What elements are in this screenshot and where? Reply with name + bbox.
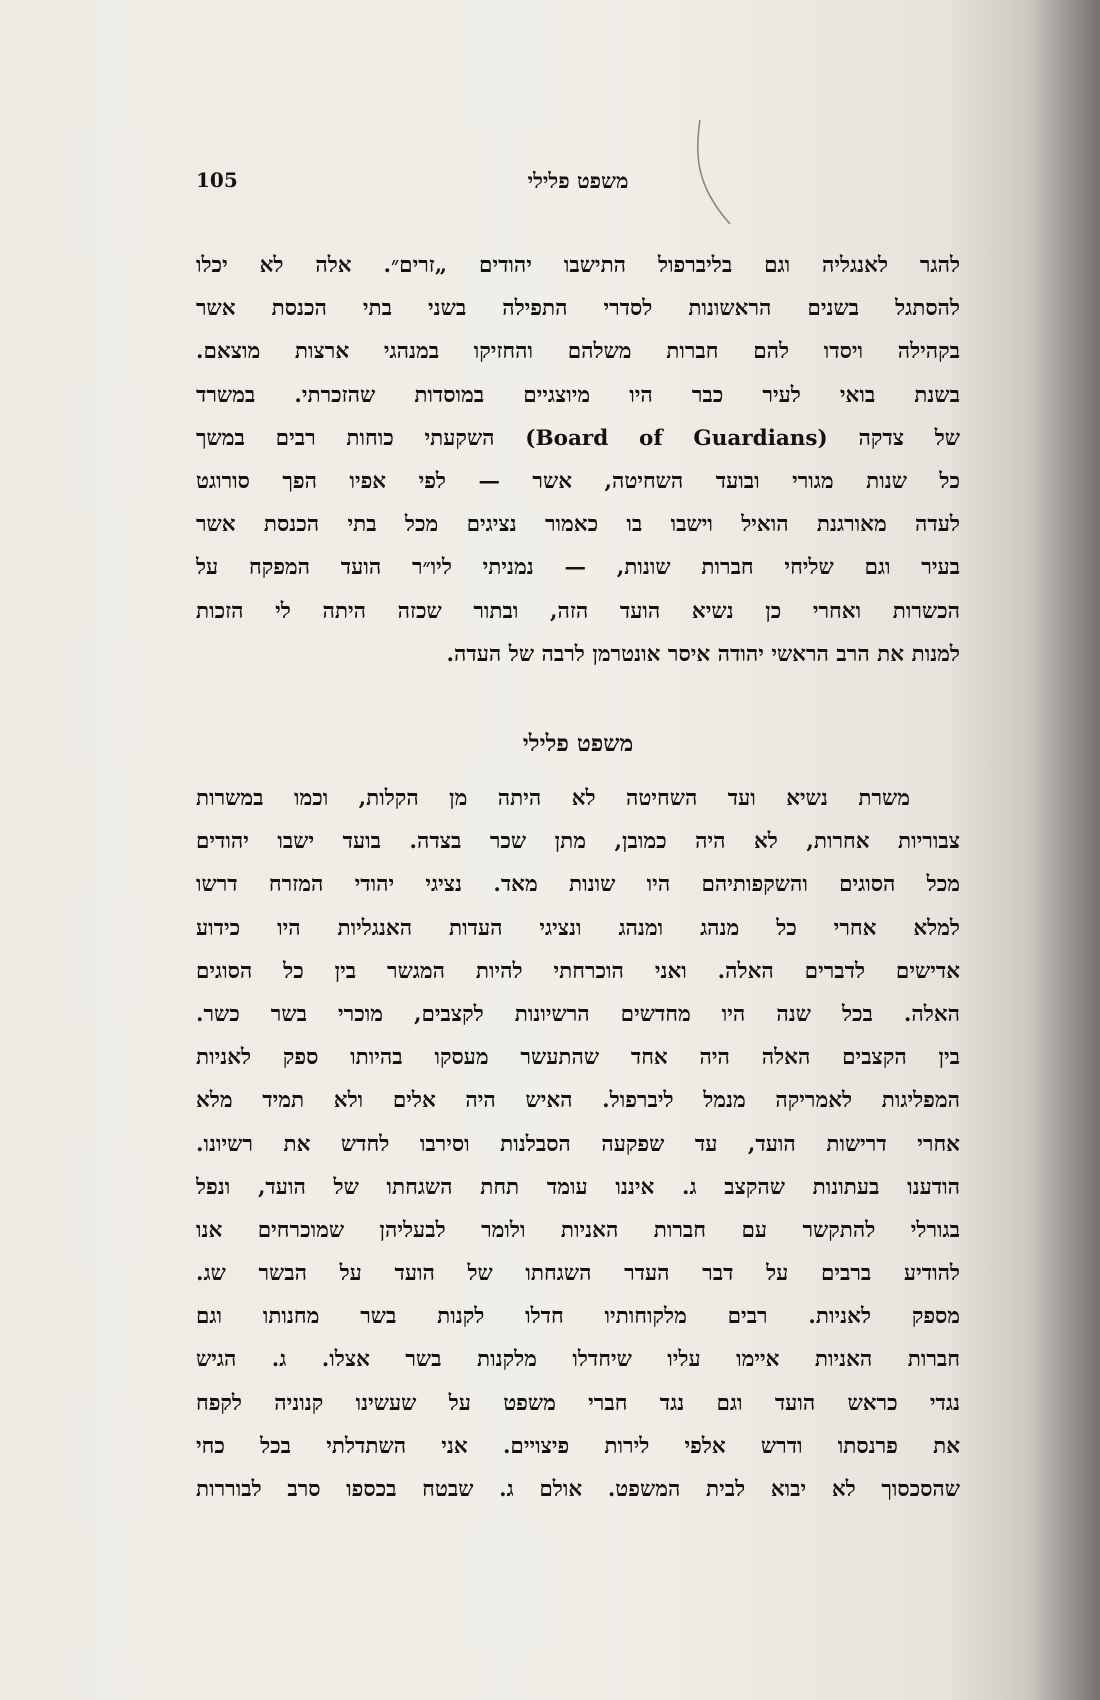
text-line: המפליגות לאמריקה מנמל ליברפול. האיש היה אלים ולא תמיד מלא [196,1088,960,1114]
text-line: למלא אחרי כל מנהג ומנהג ונציגי העדות האנגליות היו כידוע [196,915,960,941]
text-line: מכל הסוגים והשקפותיהם היו שונות מאד. נציגי יהודי המזרח דרשו [196,872,960,898]
page-header [196,168,960,208]
running-title: משפט פלילי [527,168,629,193]
text-line: בשנת בואי לעיר כבר היו מיוצגיים במוסדות שהזכרתי. במשרד [196,382,960,408]
text-line: אדישים לדברים האלה. ואני הוכרחתי להיות המגשר בין כל הסוגים [196,958,960,984]
text-line: הודענו בעתונות שהקצב ג. איננו עומד תחת השגחתו של הועד, ונפל [196,1174,960,1200]
text-line: שהסכסוך לא יבוא לבית המשפט. אולם ג. שבטח בכספו סרב לבוררות [196,1477,960,1502]
text-line: הכשרות ואחרי כן נשיא הועד הזה, ובתור שכזה היתה לי הזכות [196,598,960,624]
section-heading: משפט פלילי [522,730,634,757]
text-line: להסתגל בשנים הראשונות לסדרי התפילה בשני בתי הכנסת אשר [196,296,960,322]
text-line: בין הקצבים האלה היה אחד שהתעשר מעסקו בהיותו ספק לאניות [196,1045,960,1071]
text-line: כל שנות מגורי ובועד השחיטה, אשר — לפי אפיו הפך סורוגט [196,468,960,494]
text-line: בגורלי להתקשר עם חברות האניות ולומר לבעליהן שמוכרחים אנו [196,1217,960,1243]
text-line: להודיע ברבים על דבר העדר השגחתו של הועד על הבשר שג. [196,1261,960,1287]
text-line: למנות את הרב הראשי יהודה איסר אונטרמן לרבה של העדה. [446,641,960,667]
page-number: 105 [196,168,238,192]
text-line: האלה. בכל שנה היו מחדשים הרשיונות לקצבים, מוכרי בשר כשר. [196,1001,960,1027]
text-line: של צדקה (Board of Guardians) השקעתי כוחות רבים במשך [196,425,960,451]
text-line: צבוריות אחרות, לא היה כמובן, מתן שכר בצדה. בועד ישבו יהודים [196,829,960,855]
text-line: את פרנסתו ודרש אלפי לירות פיצויים. אני השתדלתי בכל כחי [196,1433,960,1459]
paragraph-1 [196,244,960,676]
text-line: בקהילה ויסדו להם חברות משלהם והחזיקו במנהגי ארצות מוצאם. [196,339,960,365]
text-line: משרת נשיא ועד השחיטה לא היתה מן הקלות, וכמו במשרות [196,786,910,811]
paragraph-2 [196,777,960,1511]
text-line: להגר לאנגליה וגם בליברפול התישבו יהודים „זרים״. אלה לא יכלו [196,253,960,278]
text-line: נגדי כראש הועד וגם נגד חברי משפט על שעשינו קנוניה לקפח [196,1390,960,1416]
text-line: לעדה מאורגנת הואיל וישבו בו כאמור נציגים מכל בתי הכנסת אשר [196,512,960,538]
page-edge-shadow [1030,0,1100,1700]
text-line: חברות האניות איימו עליו שיחדלו מלקנות בשר אצלו. ג. הגיש [196,1347,960,1373]
text-line: אחרי דרישות הועד, עד שפקעה הסבלנות וסירבו לחדש את רשיונו. [196,1131,960,1157]
text-line: מספק לאניות. רבים מלקוחותיו חדלו לקנות בשר מחנותו וגם [196,1304,960,1330]
text-line: בעיר וגם שליחי חברות שונות, — נמניתי ליו״ר הועד המפקח על [196,555,960,581]
